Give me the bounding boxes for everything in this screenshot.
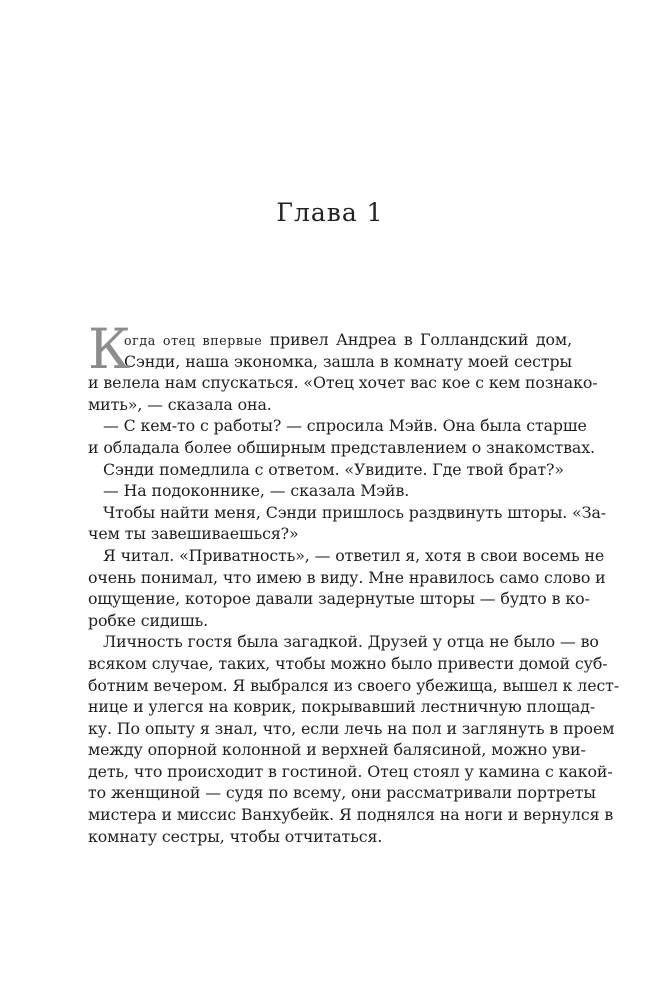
text-line: ку. По опыту я знал, что, если лечь на пол и заглянуть в проем [88,718,615,738]
first-line-rest: привел Андреа в Голландский дом, [262,330,572,349]
text-line: Я читал. «Приватность», — ответил я, хотя в свои восемь не [103,545,605,565]
body-text [88,317,620,847]
text-line: Сэнди, наша экономка, зашла в комнату моей сестры [124,351,572,371]
text-line: между опорной колонной и верхней балясиной, можно уви- [88,740,586,760]
text-line: нице и улегся на коврик, покрывавший лестничную площад- [88,697,596,717]
text-line: — На подоконнике, — сказала Мэйв. [103,481,410,501]
text-line: робке сидишь. [88,610,209,630]
text-line: Чтобы найти меня, Сэнди пришлось раздвинуть шторы. «За- [103,502,607,522]
text-line: комнату сестры, чтобы отчитаться. [88,826,383,846]
text-line: Сэнди помедлила с ответом. «Увидите. Где твой брат?» [103,459,564,479]
text-line: мистера и миссис Ванхубейк. Я поднялся на ноги и вернулся в [88,805,614,825]
text-line: деть, что происходит в гостиной. Отец стоял у камина с какой- [88,761,613,781]
text-line: Личность гостя была загадкой. Друзей у отца не было — во [103,632,599,652]
chapter-title: Глава 1 [276,198,384,227]
text-line: очень понимал, что имею в виду. Мне нравилось само слово и [88,567,606,587]
text-line: ботним вечером. Я выбрался из своего убежища, вышел к лест- [88,675,620,695]
drop-cap: К [88,317,131,381]
text-line: и велела нам спускаться. «Отец хочет вас кое с кем познако- [88,373,598,393]
text-line: и обладала более обширным представлением о знакомствах. [88,437,595,457]
text-line: всяком случае, таких, чтобы можно было привести домой суб- [88,653,608,673]
small-caps-opening: огда отец впервые [124,333,263,348]
text-line: ощущение, которое давали задернутые шторы — будто в ко- [88,589,590,609]
text-line: — С кем-то с работы? — спросила Мэйв. Она была старше [103,416,587,436]
text-line: чем ты завешиваешься?» [88,524,299,544]
text-line: мить», — сказала она. [88,394,272,414]
text-line: то женщиной — судя по всему, они рассматривали портреты [88,783,596,803]
